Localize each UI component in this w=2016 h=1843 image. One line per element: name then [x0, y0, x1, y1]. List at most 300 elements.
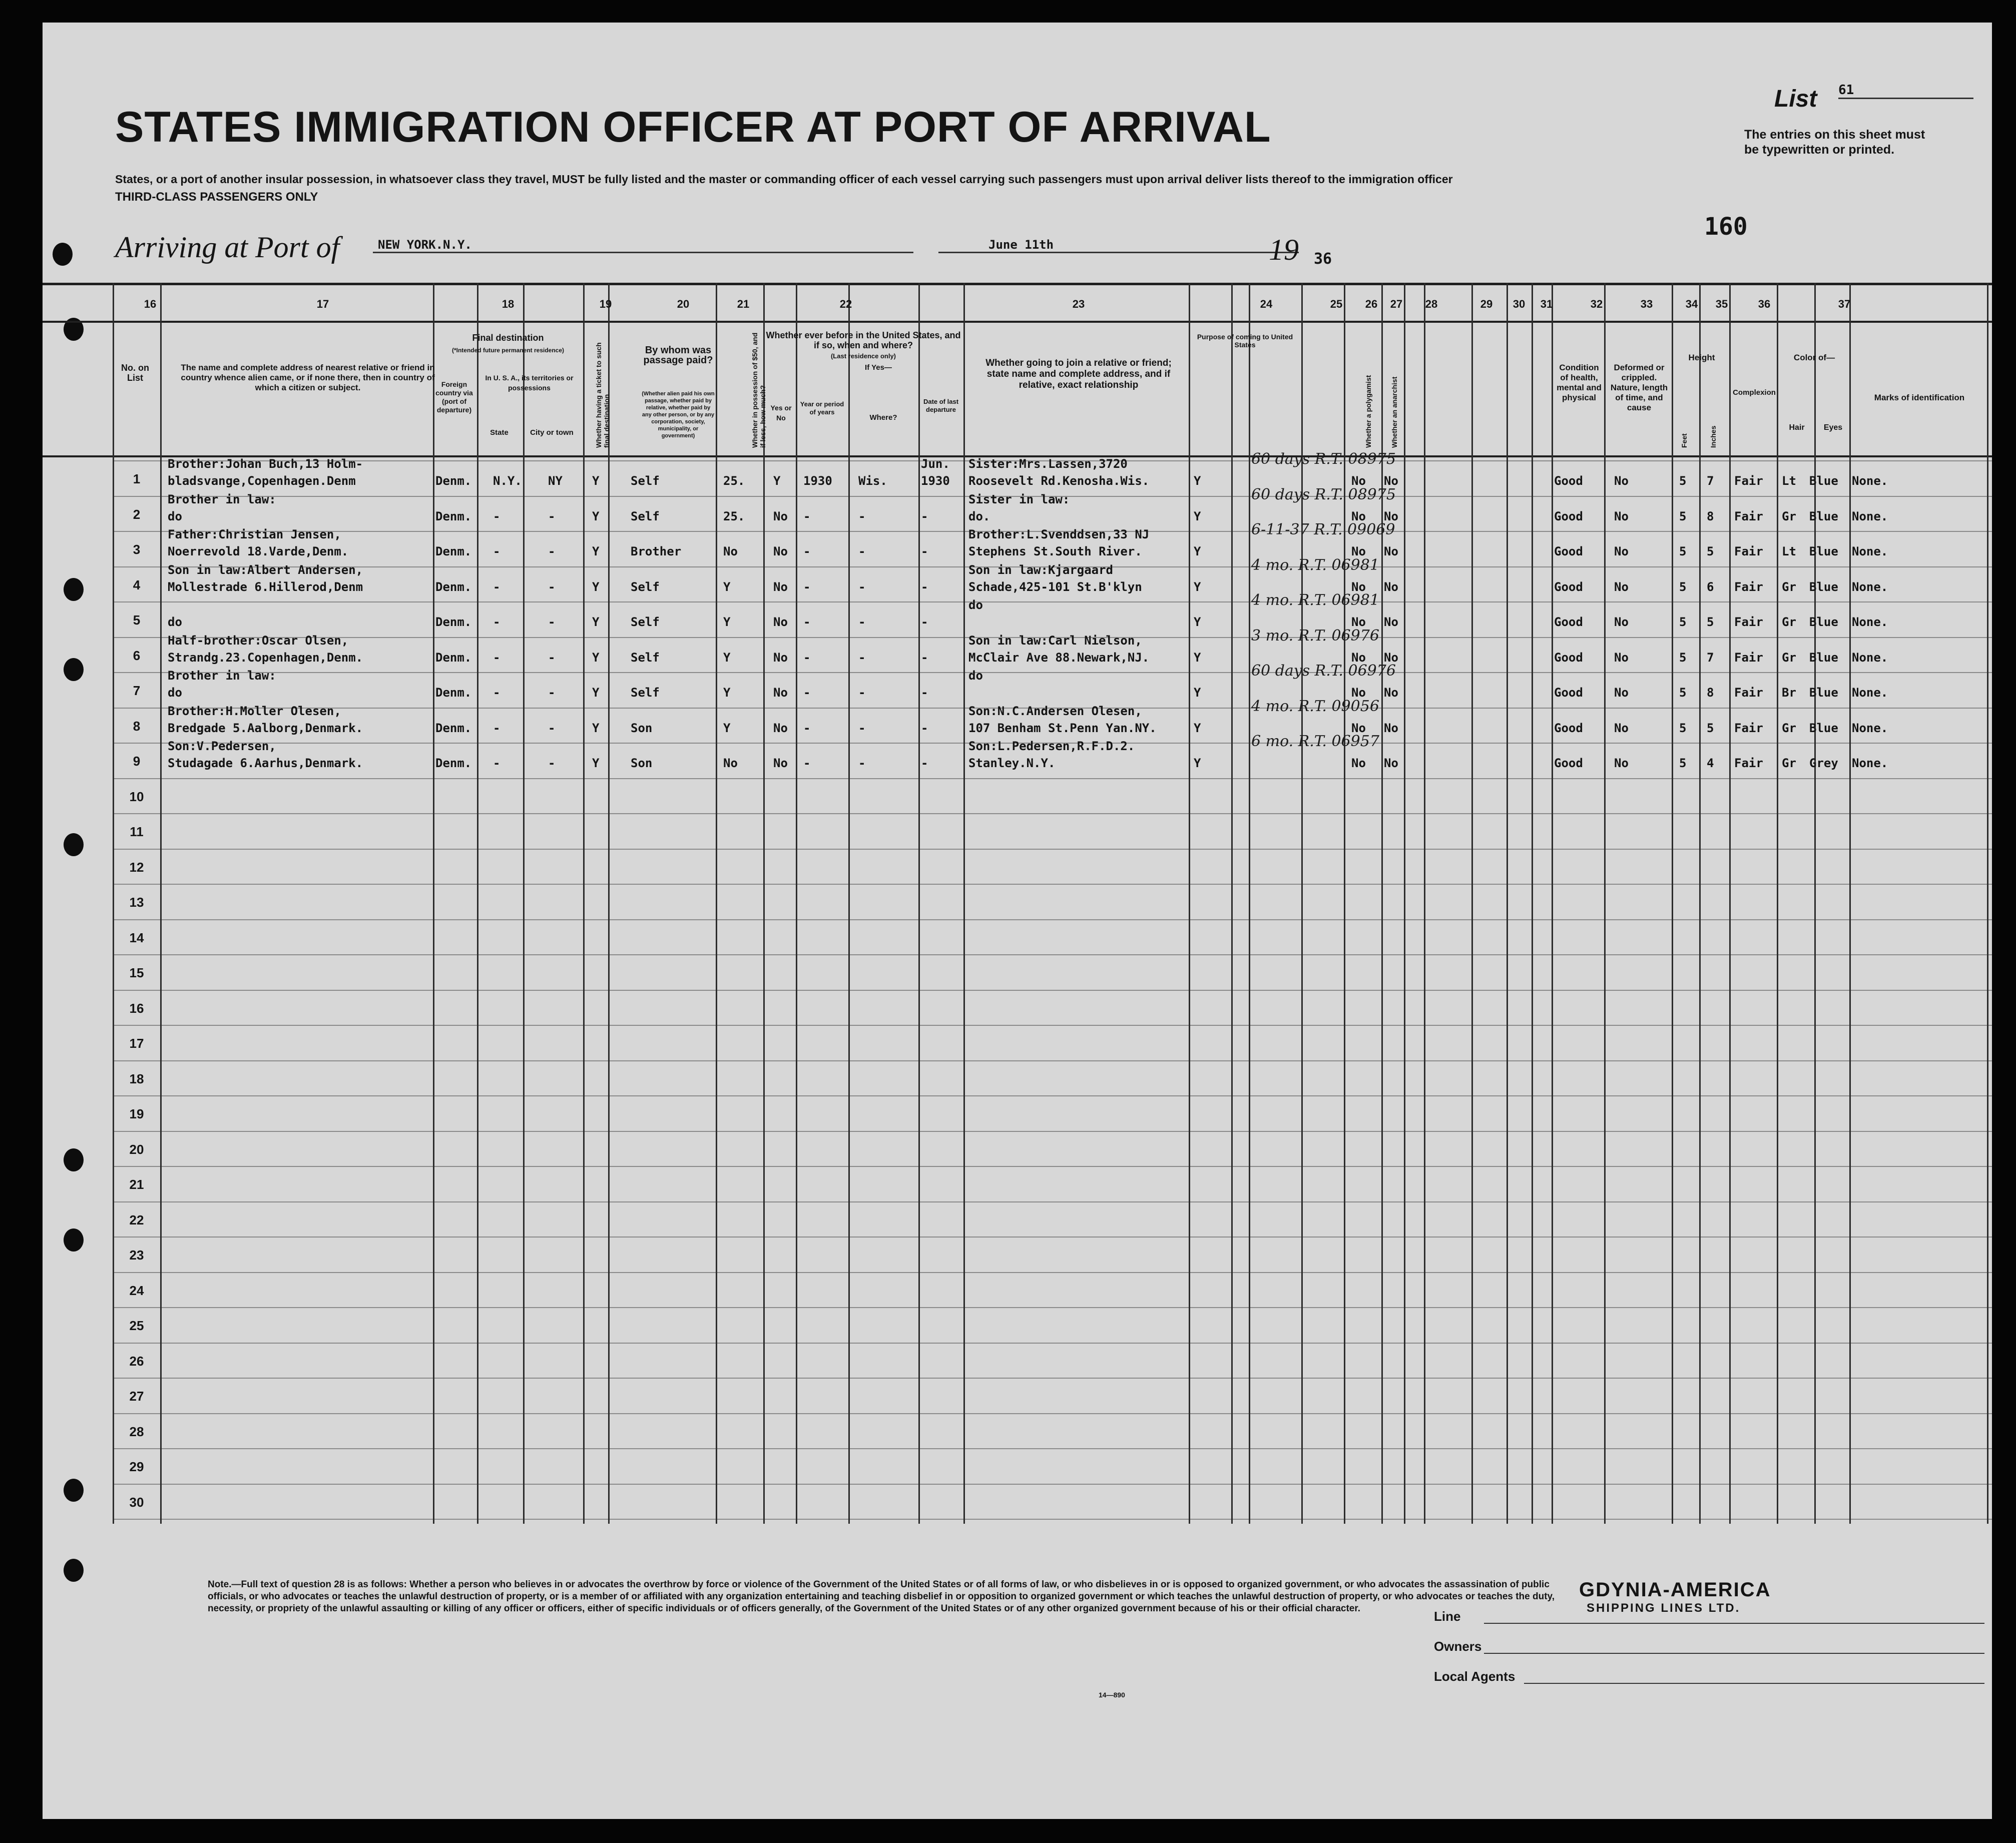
purpose: Y [1194, 686, 1201, 700]
health: Good [1554, 756, 1583, 770]
sheet-number: 160 [1704, 213, 1748, 241]
relative-line-2: Studagade 6.Aarhus,Denmark. [168, 756, 363, 770]
foreign-country: Denm. [435, 721, 472, 735]
header-where: Where? [869, 413, 897, 422]
polygamist: No [1351, 579, 1366, 594]
where: - [858, 721, 866, 735]
relative-line-2: bladsvange,Copenhagen.Denm [168, 474, 356, 488]
deformed: No [1614, 756, 1629, 770]
joining-line-1: Son:N.C.Andersen Olesen, [968, 704, 1142, 718]
eyes: Blue [1809, 509, 1838, 523]
joining-line-2: 107 Benham St.Penn Yan.NY. [968, 721, 1157, 735]
passage-paid: Self [631, 686, 660, 700]
health: Good [1554, 544, 1583, 558]
col-number: 34 [1685, 298, 1698, 310]
city: - [548, 544, 556, 558]
passage-paid: Brother [631, 544, 682, 558]
polygamist: No [1351, 650, 1366, 665]
col-number: 16 [144, 298, 157, 310]
purpose: Y [1194, 579, 1201, 594]
header-height: Height [1688, 353, 1715, 362]
col-number: 27 [1390, 298, 1403, 310]
relative-line-1: Half-brother:Oscar Olsen, [168, 633, 349, 648]
polygamist: No [1351, 544, 1366, 558]
city: - [548, 650, 556, 665]
foreign-country: Denm. [435, 509, 472, 523]
header-final-destination: Final destination [472, 333, 544, 343]
handwritten-annotation: 6-11-37 R.T. 09069 [1251, 521, 1395, 538]
header-money: Whether in possession of $50, and if less, how much? [751, 332, 767, 448]
money: Y [723, 650, 731, 665]
polygamist: No [1351, 721, 1366, 735]
polygamist: No [1351, 615, 1366, 629]
row-number: 11 [130, 824, 144, 839]
footer [43, 1549, 1992, 1819]
ticket: Y [592, 650, 600, 665]
money: Y [723, 686, 731, 700]
ever-before: No [773, 686, 788, 700]
col-number: 23 [1072, 298, 1085, 310]
header-complexion: Complexion [1733, 388, 1776, 397]
header-year-or-period: Year or period of years [800, 400, 844, 416]
row-number: 8 [133, 718, 141, 734]
header-marks: Marks of identification [1874, 393, 1965, 402]
complexion: Fair [1734, 721, 1763, 735]
state: N.Y. [493, 474, 522, 488]
header-polygamist: Whether a polygamist [1364, 375, 1372, 448]
ticket: Y [592, 756, 600, 770]
state: - [493, 509, 500, 523]
col-number: 32 [1590, 298, 1603, 310]
passage-paid: Son [631, 721, 653, 735]
header-hair: Hair [1789, 423, 1805, 432]
joining-line-2: Stanley.N.Y. [968, 756, 1056, 770]
anarchist: No [1384, 544, 1398, 558]
deformed: No [1614, 474, 1629, 488]
hair: Gr [1782, 509, 1796, 523]
handwritten-annotation: 60 days R.T. 06976 [1251, 662, 1396, 680]
instructions-line-2: be typewritten or printed. [1744, 143, 1895, 157]
arriving-label: Arriving at Port of [115, 231, 340, 264]
foreign-country: Denm. [435, 615, 472, 629]
passage-paid: Self [631, 509, 660, 523]
form-code: 14—890 [1099, 1691, 1125, 1699]
ever-before: No [773, 721, 788, 735]
row-number: 24 [129, 1283, 144, 1298]
page-title: STATES IMMIGRATION OFFICER AT PORT OF ARRIVAL [115, 103, 1271, 151]
row-number: 4 [133, 577, 141, 592]
where: - [858, 509, 866, 523]
year: - [803, 579, 811, 594]
joining-line-1: do [968, 669, 983, 683]
complexion: Fair [1734, 615, 1763, 629]
joining-line-2: do. [968, 509, 990, 523]
inches: 4 [1707, 756, 1714, 770]
port-field: NEW YORK.N.Y. [373, 238, 913, 253]
joining-line-1: do [968, 598, 983, 612]
hair: Gr [1782, 579, 1796, 594]
inches: 8 [1707, 509, 1714, 523]
passage-paid: Self [631, 474, 660, 488]
departure-line-2: - [921, 721, 928, 735]
header-feet: Feet [1680, 433, 1688, 448]
header-ever-before-note: (Last residence only) [830, 352, 896, 360]
ticket: Y [592, 615, 600, 629]
col-number: 37 [1838, 298, 1851, 310]
year-suffix: 36 [1314, 250, 1332, 268]
row-number: 15 [129, 965, 144, 980]
row-number: 28 [129, 1424, 144, 1439]
relative-line-2: Mollestrade 6.Hillerod,Denm [168, 579, 363, 594]
health: Good [1554, 650, 1583, 665]
purpose: Y [1194, 615, 1201, 629]
header-ever-before: Whether ever before in the United States, and if so, when and where? [766, 330, 961, 350]
eyes: Blue [1809, 615, 1838, 629]
joining-line-1: Son:L.Pedersen,R.F.D.2. [968, 739, 1135, 753]
relative-line-1: Brother:H.Moller Olesen, [168, 704, 341, 718]
col-number: 28 [1425, 298, 1438, 310]
deformed: No [1614, 509, 1629, 523]
year: - [803, 544, 811, 558]
footnote: Note.—Full text of question 28 is as follows: Whether a person who believes in or advocates the overthrow by force or violence of the Government of the United States or of all forms of law, or who disbelieves in or is opposed to organized government, or who advocates the assassination of public officials, or who advocates or teaches the unlawful destruction of property, or is a member of or affiliated with any organization entertaining and teaching disbelief in or opposition to organized government or which teaches the unlawful destruction of property, or who advocates or teaches the duty, necessity, or propriety of the unlawful assaulting or killing of any officer or officers, either of specific individuals or of officers generally, of the Government of the United States or of any other organized government because of his or their official character. [208, 1579, 1555, 1614]
row-number: 18 [129, 1071, 144, 1086]
where: - [858, 686, 866, 700]
row-number: 7 [133, 683, 141, 698]
passage-paid: Son [631, 756, 653, 770]
instructions-line-1: The entries on this sheet must [1744, 128, 1925, 142]
row-number: 6 [133, 648, 141, 663]
year: - [803, 721, 811, 735]
anarchist: No [1384, 756, 1398, 770]
passage-paid: Self [631, 650, 660, 665]
joining-line-1: Sister:Mrs.Lassen,3720 [968, 457, 1128, 471]
handwritten-annotation: 6 mo. R.T. 06957 [1251, 733, 1379, 750]
row-number: 14 [129, 930, 144, 945]
joining-line-2: McClair Ave 88.Newark,NJ. [968, 650, 1150, 665]
city: - [548, 686, 556, 700]
col-number: 31 [1540, 298, 1553, 310]
complexion: Fair [1734, 579, 1763, 594]
state: - [493, 686, 500, 700]
money: Y [723, 579, 731, 594]
state: - [493, 756, 500, 770]
header-inches: Inches [1709, 425, 1717, 448]
inches: 5 [1707, 615, 1714, 629]
joining-line-2: Schade,425-101 St.B'klyn [968, 579, 1142, 594]
eyes: Blue [1809, 474, 1838, 488]
row-number: 19 [129, 1106, 144, 1121]
row-number: 29 [129, 1459, 144, 1474]
purpose: Y [1194, 509, 1201, 523]
ticket: Y [592, 544, 600, 558]
state: - [493, 579, 500, 594]
col-number: 19 [599, 298, 612, 310]
purpose: Y [1194, 721, 1201, 735]
eyes: Blue [1809, 650, 1838, 665]
departure-line-2: - [921, 756, 928, 770]
health: Good [1554, 721, 1583, 735]
col-number: 21 [737, 298, 750, 310]
relative-line-1: Brother in law: [168, 669, 276, 683]
relative-line-1: Son:V.Pedersen, [168, 739, 276, 753]
eyes: Blue [1809, 579, 1838, 594]
health: Good [1554, 474, 1583, 488]
header-if-yes: If Yes— [865, 363, 892, 372]
marks: None. [1852, 721, 1888, 735]
header-state: State [490, 428, 509, 437]
ticket: Y [592, 474, 600, 488]
header-anarchist: Whether an anarchist [1390, 376, 1398, 448]
row-number: 21 [129, 1177, 144, 1192]
polygamist: No [1351, 509, 1366, 523]
money: Y [723, 721, 731, 735]
feet: 5 [1679, 544, 1687, 558]
row-number: 9 [133, 754, 141, 769]
ever-before: No [773, 615, 788, 629]
where: - [858, 756, 866, 770]
marks: None. [1852, 650, 1888, 665]
health: Good [1554, 686, 1583, 700]
header-purpose: Purpose of coming to United States [1197, 333, 1293, 349]
row-number: 22 [129, 1212, 144, 1227]
row-number: 13 [129, 895, 144, 910]
handwritten-annotation: 4 mo. R.T. 09056 [1251, 697, 1379, 715]
relative-line-2: Noerrevold 18.Varde,Denm. [168, 544, 349, 558]
ticket: Y [592, 686, 600, 700]
relative-line-2: do [168, 686, 182, 700]
passage-paid: Self [631, 579, 660, 594]
departure-line-1: Jun. [921, 457, 950, 471]
subtitle: States, or a port of another insular possession, in whatsoever class they travel, MUST be fully listed and the master or commanding officer of each vessel carrying such passengers must upon arrival deliver lists thereof to the immigration officer [115, 173, 1453, 186]
foreign-country: Denm. [435, 686, 472, 700]
inches: 5 [1707, 721, 1714, 735]
feet: 5 [1679, 615, 1687, 629]
eyes: Blue [1809, 544, 1838, 558]
anarchist: No [1384, 579, 1398, 594]
header-date-last-departure: Date of last departure [923, 398, 959, 413]
header-in-usa: In U. S. A., its territories or possessions [485, 374, 574, 392]
complexion: Fair [1734, 686, 1763, 700]
header-passage-paid: By whom was passage paid? [643, 345, 713, 366]
relative-line-1: Brother:Johan Buch,13 Holm- [168, 457, 363, 471]
handwritten-annotation: 4 mo. R.T. 06981 [1251, 591, 1379, 609]
header-yes-or-no: Yes or No [770, 404, 792, 422]
ever-before: No [773, 544, 788, 558]
col-number: 22 [839, 298, 852, 310]
header-condition: Condition of health, mental and physical [1557, 363, 1602, 402]
joining-line-2: Roosevelt Rd.Kenosha.Wis. [968, 474, 1150, 488]
marks: None. [1852, 474, 1888, 488]
row-number: 25 [129, 1318, 144, 1333]
joining-line-1: Son in law:Carl Nielson, [968, 633, 1142, 648]
joining-line-1: Son in law:Kjargaard [968, 562, 1113, 577]
where: - [858, 544, 866, 558]
marks: None. [1852, 756, 1888, 770]
handwritten-annotation: 60 days R.T. 08975 [1251, 450, 1396, 468]
city: NY [548, 474, 563, 488]
header-nearest-relative: The name and complete address of nearest relative or friend in country whence alien came, or if none there, then in country of which a citizen or subject. [181, 363, 435, 392]
money: 25. [723, 509, 745, 523]
city: - [548, 509, 556, 523]
row-number: 30 [129, 1494, 144, 1510]
passenger-table [43, 283, 1992, 1524]
header-joining-relative: Whether going to join a relative or friend; state name and complete address, and if relative, exact relationship [985, 358, 1172, 390]
feet: 5 [1679, 474, 1687, 488]
row-number: 16 [129, 1000, 144, 1016]
marks: None. [1852, 579, 1888, 594]
anarchist: No [1384, 686, 1398, 700]
money: No [723, 544, 738, 558]
ever-before: No [773, 579, 788, 594]
foreign-country: Denm. [435, 756, 472, 770]
polygamist: No [1351, 686, 1366, 700]
year: - [803, 686, 811, 700]
punch-hole [53, 243, 73, 266]
list-number: 61 [1838, 83, 1973, 99]
ticket: Y [592, 509, 600, 523]
eyes: Blue [1809, 721, 1838, 735]
header-city-or-town: City or town [530, 428, 574, 437]
owners-label: Owners [1434, 1639, 1482, 1654]
inches: 6 [1707, 579, 1714, 594]
purpose: Y [1194, 544, 1201, 558]
feet: 5 [1679, 756, 1687, 770]
deformed: No [1614, 650, 1629, 665]
state: - [493, 544, 500, 558]
eyes: Blue [1809, 686, 1838, 700]
state: - [493, 721, 500, 735]
col-number: 33 [1640, 298, 1653, 310]
health: Good [1554, 579, 1583, 594]
purpose: Y [1194, 756, 1201, 770]
departure-line-2: - [921, 650, 928, 665]
line-label: Line [1434, 1609, 1461, 1624]
col-number: 26 [1365, 298, 1378, 310]
hair: Gr [1782, 615, 1796, 629]
list-label: List [1774, 86, 1817, 112]
purpose: Y [1194, 650, 1201, 665]
header-passage-paid-note: (Whether alien paid his own passage, whether paid by relative, whether paid by any other person, or by any corporation, society, municipality, or government) [642, 391, 715, 439]
deformed: No [1614, 579, 1629, 594]
header-final-destination-note: (*Intended future permanent residence) [451, 347, 565, 354]
ticket: Y [592, 721, 600, 735]
row-number: 23 [129, 1248, 144, 1263]
joining-line-1: Sister in law: [968, 492, 1070, 506]
marks: None. [1852, 615, 1888, 629]
complexion: Fair [1734, 509, 1763, 523]
relative-line-2: do [168, 509, 182, 523]
inches: 7 [1707, 474, 1714, 488]
relative-line-2: Strandg.23.Copenhagen,Denm. [168, 650, 363, 665]
hair: Br [1782, 686, 1796, 700]
city: - [548, 579, 556, 594]
deformed: No [1614, 544, 1629, 558]
feet: 5 [1679, 686, 1687, 700]
deformed: No [1614, 615, 1629, 629]
col-number: 29 [1480, 298, 1493, 310]
relative-line-2: Bredgade 5.Aalborg,Denmark. [168, 721, 363, 735]
year-prefix: 19 [1269, 233, 1299, 266]
feet: 5 [1679, 509, 1687, 523]
col-number: 25 [1330, 298, 1343, 310]
polygamist: No [1351, 756, 1366, 770]
col-number: 30 [1513, 298, 1526, 310]
year: - [803, 509, 811, 523]
anarchist: No [1384, 509, 1398, 523]
anarchist: No [1384, 615, 1398, 629]
foreign-country: Denm. [435, 579, 472, 594]
deformed: No [1614, 721, 1629, 735]
where: Wis. [858, 474, 887, 488]
col-number: 24 [1260, 298, 1273, 310]
row-number: 2 [133, 506, 141, 522]
city: - [548, 756, 556, 770]
foreign-country: Denm. [435, 474, 472, 488]
header-eyes: Eyes [1823, 423, 1843, 432]
money: 25. [723, 474, 745, 488]
row-number: 5 [133, 612, 141, 628]
hair: Gr [1782, 756, 1796, 770]
anarchist: No [1384, 650, 1398, 665]
row-number: 12 [129, 859, 144, 875]
date-field: June 11th [938, 238, 1299, 253]
year: - [803, 756, 811, 770]
col-number: 17 [316, 298, 329, 310]
hair: Gr [1782, 721, 1796, 735]
state: - [493, 650, 500, 665]
feet: 5 [1679, 579, 1687, 594]
anarchist: No [1384, 474, 1398, 488]
hair: Lt [1782, 474, 1796, 488]
handwritten-annotation: 3 mo. R.T. 06976 [1251, 627, 1379, 645]
city: - [548, 721, 556, 735]
header-color-of: Color of— [1793, 353, 1835, 362]
ticket: Y [592, 579, 600, 594]
header-deformed: Deformed or crippled. Nature, length of time, and cause [1610, 363, 1668, 412]
feet: 5 [1679, 650, 1687, 665]
foreign-country: Denm. [435, 650, 472, 665]
shipping-line-stamp-sub: SHIPPING LINES LTD. [1587, 1601, 1741, 1615]
departure-line-2: 1930 [921, 474, 950, 488]
relative-line-1: Son in law:Albert Andersen, [168, 562, 363, 577]
row-number: 1 [133, 471, 141, 486]
departure-line-2: - [921, 615, 928, 629]
where: - [858, 615, 866, 629]
passage-paid: Self [631, 615, 660, 629]
where: - [858, 579, 866, 594]
ever-before: No [773, 509, 788, 523]
ever-before: No [773, 650, 788, 665]
row-number: 26 [129, 1353, 144, 1369]
hair: Gr [1782, 650, 1796, 665]
year: - [803, 650, 811, 665]
anarchist: No [1384, 721, 1398, 735]
deformed: No [1614, 686, 1629, 700]
col-number: 20 [677, 298, 690, 310]
departure-line-2: - [921, 509, 928, 523]
polygamist: No [1351, 474, 1366, 488]
relative-line-1: Father:Christian Jensen, [168, 527, 341, 541]
year: - [803, 615, 811, 629]
handwritten-annotation: 4 mo. R.T. 06981 [1251, 556, 1379, 574]
header-ticket: Whether having a ticket to such final destination [595, 342, 611, 448]
complexion: Fair [1734, 756, 1763, 770]
row-number: 10 [129, 789, 144, 804]
complexion: Fair [1734, 650, 1763, 665]
departure-line-2: - [921, 579, 928, 594]
ever-before: Y [773, 474, 781, 488]
complexion: Fair [1734, 544, 1763, 558]
